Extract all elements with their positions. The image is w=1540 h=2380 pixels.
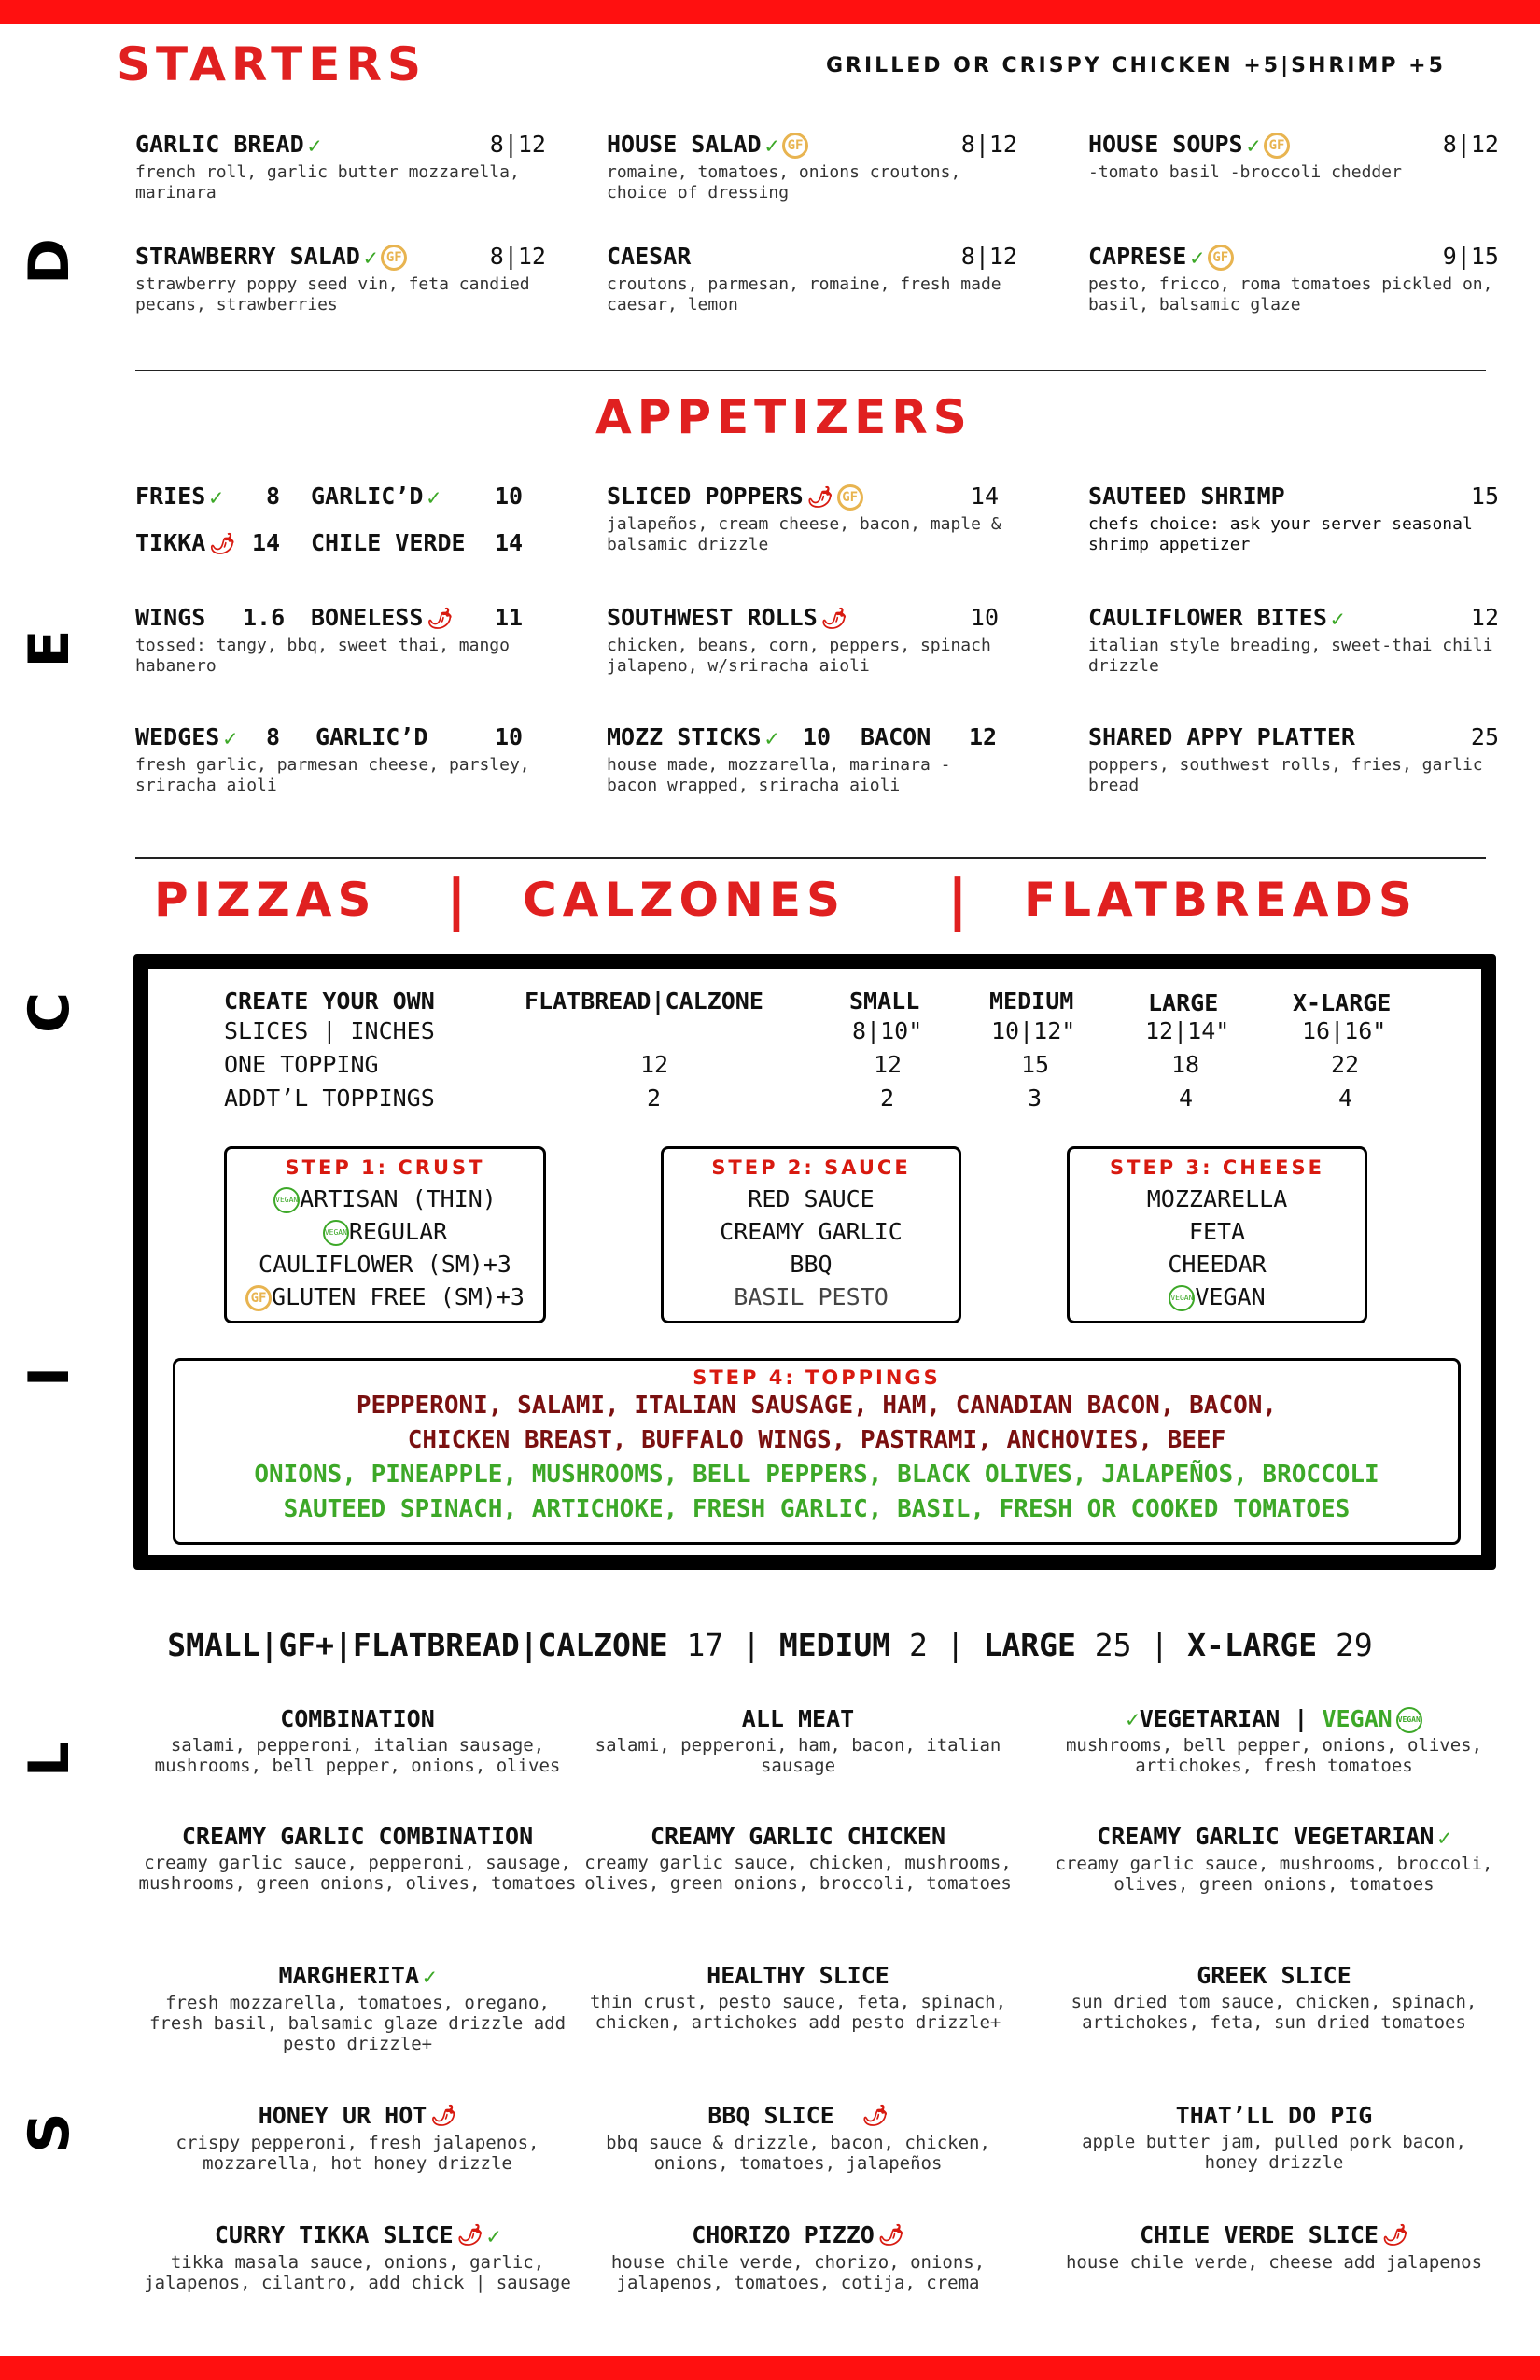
item-desc: -tomato basil -broccoli chedder [1088, 162, 1402, 182]
toppings-line: SAUTEED SPINACH, ARTICHOKE, FRESH GARLIC, BASIL, FRESH OR COOKED TOMATOES [283, 1495, 1351, 1523]
pizza-item [579, 2100, 1017, 2174]
side-letter: E [17, 629, 82, 668]
pizza-item [579, 1821, 1017, 1894]
pepper-icon: 🌶 [806, 485, 833, 510]
item-price: 14 [970, 483, 999, 510]
specialty-size-prices [0, 1627, 1540, 1663]
item-price: 8|12 [489, 243, 546, 270]
leaf-icon: ✓ [223, 725, 237, 751]
item-desc: house made, mozzarella, marinara -bacon wrapped, sriracha aioli [607, 755, 951, 795]
pizza-name: CURRY TIKKA SLICE [214, 2221, 454, 2248]
pizzas-heading: PIZZAS [154, 873, 377, 927]
item-name: SHARED APPY PLATTER [1088, 723, 1355, 750]
step-option: ARTISAN (THIN) [300, 1185, 497, 1212]
grid-row-label: SLICES | INCHES [224, 1017, 435, 1044]
step-title: STEP 1: CRUST [285, 1156, 485, 1179]
grid-cell: 4 [1338, 1085, 1353, 1112]
leaf-icon: ✓ [363, 245, 378, 271]
grid-cell: 8|10" [852, 1017, 923, 1044]
item-price: 10 [495, 483, 524, 510]
leaf-icon: ✓ [1190, 245, 1204, 271]
step-title: STEP 2: SAUCE [711, 1156, 911, 1179]
top-red-bar [0, 0, 1540, 24]
toppings-line: PEPPERONI, SALAMI, ITALIAN SAUSAGE, HAM, CANADIAN BACON, BACON, [356, 1392, 1278, 1420]
vegan-badge-icon: VEGAN [1396, 1707, 1422, 1733]
grid-row-label: ADDT’L TOPPINGS [224, 1085, 435, 1112]
gluten-free-icon: GF [1264, 133, 1290, 159]
item-price: 8|12 [1442, 131, 1499, 158]
step-sauce-box [661, 1146, 961, 1323]
leaf-icon: ✓ [486, 2223, 501, 2249]
appetizer-combo [135, 483, 546, 559]
side-letter: C [17, 991, 82, 1034]
pizza-item [1055, 2100, 1493, 2173]
toppings-line: CHICKEN BREAST, BUFFALO WINGS, PASTRAMI, ANCHOVIES, BEEF [407, 1426, 1226, 1454]
grid-cell: 3 [1028, 1085, 1043, 1112]
item-name: STRAWBERRY SALAD [135, 243, 360, 270]
pizza-name: CHILE VERDE SLICE [1140, 2221, 1379, 2248]
pizza-item [579, 2219, 1017, 2293]
pizza-desc: creamy garlic sauce, mushrooms, broccoli, olives, green onions, tomatoes [1055, 1854, 1493, 1895]
pizza-item [138, 1821, 577, 1894]
pizza-name: CREAMY GARLIC CHICKEN [650, 1823, 946, 1850]
pizza-desc: salami, pepperoni, ham, bacon, italian sausage [595, 1735, 1001, 1776]
grid-header: LARGE [1148, 989, 1219, 1016]
item-desc: chicken, beans, corn, peppers, spinach jalapeno, w/sriracha aioli [607, 636, 991, 676]
step-option: BASIL PESTO [734, 1283, 889, 1310]
gluten-free-icon: GF [245, 1285, 272, 1311]
step-toppings-box [173, 1358, 1461, 1545]
pizza-desc: crispy pepperoni, fresh jalapenos, mozzarella, hot honey drizzle [175, 2133, 539, 2174]
size-price: 17 [686, 1627, 724, 1663]
item-price: 1.6 [243, 604, 286, 631]
size-price: 2 [908, 1627, 928, 1663]
grid-cell: 2 [880, 1085, 895, 1112]
item-name: BONELESS [311, 604, 424, 631]
item-desc: strawberry poppy seed vin, feta candied pecans, strawberries [135, 274, 530, 315]
grid-header: MEDIUM [989, 987, 1074, 1015]
item-name: HOUSE SOUPS [1088, 131, 1243, 158]
item-desc: chefs choice: ask your server seasonal shrimp appetizer [1088, 514, 1473, 554]
vegan-badge-icon: VEGAN [323, 1220, 349, 1246]
step-cheese-box [1067, 1146, 1367, 1323]
pepper-icon: 🌶 [861, 2105, 889, 2128]
appetizers-heading: APPETIZERS [595, 390, 973, 444]
item-name: SOUTHWEST ROLLS [607, 604, 818, 631]
pepper-icon: 🌶 [456, 2224, 483, 2247]
gluten-free-icon: GF [1208, 245, 1234, 271]
item-name: GARLIC’D [311, 483, 424, 510]
flatbreads-heading: FLATBREADS [1024, 873, 1418, 927]
leaf-icon: ✓ [1246, 133, 1261, 159]
leaf-icon: ✓ [209, 484, 223, 511]
calzones-heading: CALZONES [523, 873, 847, 927]
item-desc: pesto, fricco, roma tomatoes pickled on, basil, balsamic glaze [1088, 274, 1493, 315]
pepper-icon: 🌶 [1381, 2224, 1408, 2247]
pepper-icon: 🌶 [820, 607, 847, 631]
bottom-red-bar [0, 2356, 1540, 2380]
side-letter: L [17, 1741, 82, 1778]
item-name: SAUTEED SHRIMP [1088, 483, 1285, 510]
item-name: CHILE VERDE [311, 529, 466, 556]
item-price: 10 [970, 604, 999, 631]
side-letter: I [17, 1365, 82, 1388]
appetizer-combo [135, 604, 546, 677]
item-desc: poppers, southwest rolls, fries, garlic bread [1088, 755, 1483, 795]
item-price: 11 [495, 604, 524, 631]
gluten-free-icon: GF [782, 133, 808, 159]
starter-item [1088, 131, 1499, 183]
pizza-name: VEGETARIAN [1139, 1705, 1281, 1732]
leaf-icon: ✓ [764, 133, 779, 159]
pizza-desc: creamy garlic sauce, chicken, mushrooms, olives, green onions, broccoli, tomatoes [584, 1853, 1012, 1894]
pizza-name: BBQ SLICE [707, 2102, 834, 2129]
grid-cell: 18 [1171, 1051, 1200, 1078]
leaf-icon: ✓ [423, 1964, 437, 1990]
grid-cell: 12|14" [1145, 1017, 1230, 1044]
appetizer-combo [607, 723, 999, 796]
item-name: GARLIC BREAD [135, 131, 304, 158]
item-price: 8 [266, 723, 281, 750]
pizza-item [579, 1960, 1017, 2033]
pizza-name: CREAMY GARLIC COMBINATION [181, 1823, 534, 1850]
toppings-line: ONIONS, PINEAPPLE, MUSHROOMS, BELL PEPPERS, BLACK OLIVES, JALAPEÑOS, BROCCOLI [254, 1461, 1379, 1489]
item-price: 14 [495, 529, 524, 556]
starters-heading: STARTERS [117, 37, 427, 91]
grid-cell: 15 [1021, 1051, 1050, 1078]
pizza-item [138, 2219, 577, 2293]
vegan-badge-icon: VEGAN [273, 1187, 300, 1213]
starter-item [135, 131, 546, 203]
size-label: SMALL|GF+|FLATBREAD|CALZONE [167, 1627, 668, 1663]
pepper-icon: 🌶 [427, 607, 454, 631]
pizza-name: CREAMY GARLIC VEGETARIAN [1097, 1823, 1435, 1850]
leaf-icon: ✓ [1330, 606, 1345, 632]
size-label: X-LARGE [1187, 1627, 1318, 1663]
item-name: CAULIFLOWER BITES [1088, 604, 1327, 631]
item-price: 9|15 [1442, 243, 1499, 270]
pizza-desc: creamy garlic sauce, pepperoni, sausage, mushrooms, green onions, olives, tomatoes [138, 1853, 577, 1894]
item-name: CAPRESE [1088, 243, 1187, 270]
leaf-icon: ✓ [764, 725, 779, 751]
grid-cell: 2 [647, 1085, 662, 1112]
item-name: WEDGES [135, 723, 220, 750]
size-label: LARGE [983, 1627, 1076, 1663]
step-option: BBQ [790, 1251, 833, 1278]
step-title: STEP 3: CHEESE [1110, 1156, 1324, 1179]
pepper-icon: 🌶 [430, 2105, 457, 2128]
grid-header: X-LARGE [1293, 989, 1392, 1016]
item-price: 12 [1470, 604, 1499, 631]
step-option: GLUTEN FREE (SM)+3 [272, 1283, 525, 1310]
gluten-free-icon: GF [381, 245, 407, 271]
pizza-desc: tikka masala sauce, onions, garlic, jalapenos, cilantro, add chick | sausage [144, 2252, 571, 2293]
appetizer-item [1088, 483, 1499, 555]
leaf-icon: ✓ [1126, 1706, 1140, 1732]
pizza-item [1055, 1821, 1493, 1895]
item-name: WINGS [135, 604, 206, 631]
item-name: TIKKA [135, 529, 206, 556]
pizza-name: VEGAN [1322, 1705, 1393, 1732]
pizza-desc: mushrooms, bell pepper, onions, olives, artichokes, fresh tomatoes [1065, 1735, 1483, 1776]
grid-cell: 16|16" [1302, 1017, 1387, 1044]
grid-cell: 12 [640, 1051, 669, 1078]
size-separator: | [945, 1627, 965, 1663]
leaf-icon: ✓ [1437, 1825, 1451, 1851]
item-name: MOZZ STICKS [607, 723, 762, 750]
name-separator: | [1294, 1705, 1309, 1732]
item-name: GARLIC’D [315, 723, 428, 750]
item-desc: jalapeños, cream cheese, bacon, maple & balsamic drizzle [607, 514, 1001, 554]
divider [135, 370, 1486, 371]
item-name: CAESAR [607, 243, 692, 270]
size-separator: | [1150, 1627, 1169, 1663]
pizza-desc: house chile verde, chorizo, onions, jalapenos, tomatoes, cotija, crema [610, 2252, 986, 2293]
item-desc: tossed: tangy, bbq, sweet thai, mango habanero [135, 636, 510, 676]
step-option: CREAMY GARLIC [720, 1218, 903, 1245]
size-price: 25 [1094, 1627, 1132, 1663]
step-title: STEP 4: TOPPINGS [693, 1366, 941, 1389]
item-price: 8 [266, 483, 281, 510]
side-letter: D [17, 238, 82, 285]
item-price: 10 [803, 723, 832, 750]
pizza-name: HEALTHY SLICE [707, 1962, 889, 1989]
pizza-item [1055, 2219, 1493, 2273]
divider [135, 857, 1486, 859]
appetizer-item [607, 604, 999, 677]
appetizer-item [1088, 723, 1499, 796]
leaf-icon: ✓ [427, 484, 441, 511]
pepper-icon: 🌶 [877, 2224, 904, 2247]
pizza-name: ALL MEAT [741, 1705, 855, 1732]
vegan-badge-icon: VEGAN [1169, 1285, 1195, 1311]
pizza-name: THAT’LL DO PIG [1175, 2102, 1373, 2129]
side-lettering [17, 187, 82, 2240]
grid-cell: 4 [1179, 1085, 1194, 1112]
side-letter: S [17, 2112, 82, 2153]
pizza-item [138, 2100, 577, 2174]
starter-item [607, 243, 1017, 315]
starter-item [135, 243, 546, 315]
pizza-desc: house chile verde, cheese add jalapenos [1065, 2252, 1483, 2273]
starter-item [1088, 243, 1499, 315]
step-option: VEGAN [1195, 1283, 1266, 1310]
item-price: 14 [252, 529, 281, 556]
grid-header: FLATBREAD|CALZONE [525, 987, 763, 1015]
pizza-desc: bbq sauce & drizzle, bacon, chicken, onions, tomatoes, jalapeños [606, 2133, 990, 2174]
step-option: RED SAUCE [748, 1185, 875, 1212]
step-option: REGULAR [348, 1218, 448, 1245]
item-name: SLICED POPPERS [607, 483, 804, 510]
step-option: FETA [1188, 1218, 1246, 1245]
size-price: 29 [1336, 1627, 1373, 1663]
grid-cell: 10|12" [991, 1017, 1076, 1044]
size-separator: | [742, 1627, 762, 1663]
item-desc: fresh garlic, parmesan cheese, parsley, sriracha aioli [135, 755, 530, 795]
item-desc: italian style breading, sweet-thai chili drizzle [1088, 636, 1493, 676]
appetizer-item [1088, 604, 1499, 677]
pizza-desc: thin crust, pesto sauce, feta, spinach, chicken, artichokes add pesto drizzle+ [589, 1992, 1007, 2033]
pizza-name: GREEK SLICE [1197, 1962, 1351, 1989]
header-separator: | [446, 868, 467, 933]
item-name: FRIES [135, 483, 206, 510]
grid-row-label: ONE TOPPING [224, 1051, 379, 1078]
item-desc: romaine, tomatoes, onions croutons, choice of dressing [607, 162, 961, 203]
grid-header: SMALL [849, 987, 920, 1015]
step-crust-box [224, 1146, 546, 1323]
pizza-desc: fresh mozzarella, tomatoes, oregano, fresh basil, balsamic glaze drizzle add pesto drizzle+ [148, 1993, 567, 2054]
gluten-free-icon: GF [837, 484, 863, 511]
item-desc: french roll, garlic butter mozzarella, marinara [135, 162, 520, 203]
item-price: 8|12 [960, 131, 1017, 158]
item-price: 12 [969, 723, 998, 750]
item-price: 15 [1470, 483, 1499, 510]
pepper-icon: 🌶 [209, 532, 236, 556]
item-price: 8|12 [489, 131, 546, 158]
header-separator: | [947, 868, 968, 933]
pizza-item [579, 1703, 1017, 1776]
step-option: CAULIFLOWER (SM)+3 [259, 1251, 511, 1278]
pizza-item [1055, 1703, 1493, 1776]
pizza-desc: apple butter jam, pulled pork bacon, honey drizzle [1082, 2132, 1466, 2173]
leaf-icon: ✓ [307, 133, 322, 159]
grid-cell: 12 [874, 1051, 903, 1078]
item-price: 8|12 [960, 243, 1017, 270]
appetizer-item [607, 483, 1017, 555]
item-name: HOUSE SALAD [607, 131, 762, 158]
item-name: BACON [861, 723, 931, 750]
pizza-item [138, 1960, 577, 2054]
pizza-item [138, 1703, 577, 1776]
protein-addon-note: GRILLED OR CRISPY CHICKEN +5|SHRIMP +5 [826, 54, 1446, 77]
item-desc: croutons, parmesan, romaine, fresh made caesar, lemon [607, 274, 1001, 315]
size-label: MEDIUM [778, 1627, 891, 1663]
grid-cell: 22 [1331, 1051, 1360, 1078]
starter-item [607, 131, 1017, 203]
pizza-name: MARGHERITA [278, 1962, 420, 1989]
item-price: 10 [495, 723, 524, 750]
step-option: MOZZARELLA [1146, 1185, 1288, 1212]
pizza-name: HONEY UR HOT [258, 2102, 427, 2129]
pizza-item [1055, 1960, 1493, 2033]
pizza-name: CHORIZO PIZZO [692, 2221, 875, 2248]
step-option: CHEEDAR [1168, 1251, 1267, 1278]
grid-header: CREATE YOUR OWN [224, 987, 435, 1015]
pizza-desc: salami, pepperoni, italian sausage, mushrooms, bell pepper, onions, olives [154, 1735, 561, 1776]
pizza-desc: sun dried tom sauce, chicken, spinach, artichokes, feta, sun dried tomatoes [1071, 1992, 1477, 2033]
appetizer-combo [135, 723, 546, 796]
item-price: 25 [1470, 723, 1499, 750]
pizza-name: COMBINATION [280, 1705, 435, 1732]
